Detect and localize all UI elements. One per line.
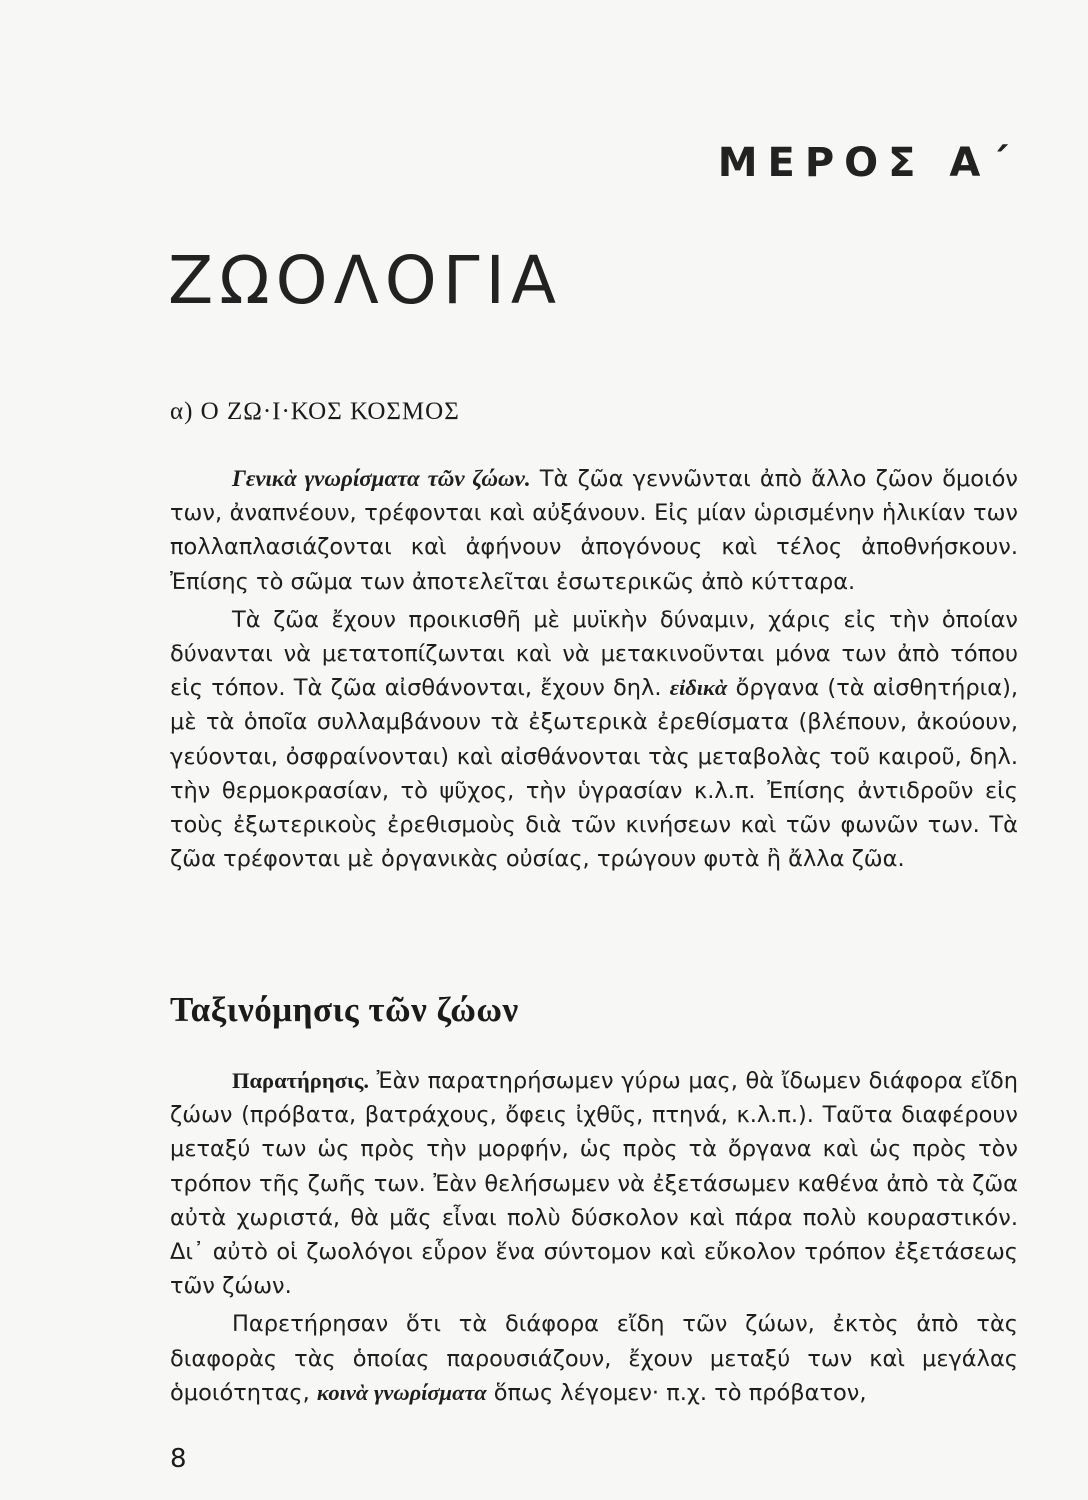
- section-general-characteristics: [170, 462, 1018, 876]
- paragraph-text: Τὰ ζῶα γεννῶνται ἀπὸ ἄλλο ζῶον ὅμοιόν των, ἀναπνέουν, τρέφονται καὶ αὐξάνουν. Εἰς μίαν ὡρισμένην ἡλικίαν των πολλαπλασιάζονται καὶ ἀφήνουν ἀπογόνους καὶ τέλος ἀποθνήσκουν. Ἐπίσης τὸ σῶμα των ἀποτελεῖται ἐσωτερικῶς ἀπὸ κύτταρα.: [170, 466, 1018, 595]
- paragraph: [170, 462, 1018, 599]
- subsection-title: Ταξινόμησις τῶν ζώων: [170, 990, 519, 1029]
- paragraph: [170, 1307, 1018, 1410]
- paragraph-text: ὅπως λέγομεν· π.χ. τὸ πρόβατον,: [486, 1379, 867, 1406]
- part-label: ΜΕΡΟΣ Α΄: [717, 140, 1018, 186]
- paragraph: [170, 603, 1018, 877]
- page-number: 8: [170, 1444, 187, 1474]
- section-heading: α) Ο ΖΩ·Ι·ΚΟΣ ΚΟΣΜΟΣ: [170, 398, 460, 425]
- page-title: ΖΩΟΛΟΓΙΑ: [168, 242, 563, 319]
- section-classification: [170, 1064, 1018, 1410]
- paragraph-text: Τὰ ζῶα ἔχουν προικισθῆ μὲ μυϊκὴν δύναμιν, χάρις εἰς τὴν ὁποίαν δύνανται νὰ μετατοπίζωνται καὶ νὰ μετακινοῦνται μόνα των ἀπὸ τόπου εἰς τόπον. Τὰ ζῶα αἰσθάνονται, ἔχουν δηλ.: [170, 606, 1018, 702]
- emphasis-text: εἰδικὰ: [669, 675, 728, 701]
- paragraph: [170, 1064, 1018, 1303]
- paragraph-lead: Παρατήρησις.: [232, 1068, 369, 1093]
- paragraph-text: Ἐὰν παρατηρήσωμεν γύρω μας, θὰ ἴδωμεν διάφορα εἴδη ζώων (πρόβατα, βατράχους, ὄφεις ἰχθῦς, πτηνά, κ.λ.π.). Ταῦτα διαφέρουν μεταξύ των ὡς πρὸς τὴν μορφήν, ὡς πρὸς τὰ ὄργανα καὶ ὡς πρὸς τὸν τρόπον τῆς ζωῆς των. Ἐὰν θελήσωμεν νὰ ἐξετάσωμεν καθένα ἀπὸ τὰ ζῶα αὐτὰ χωριστά, θὰ μᾶς εἶναι πολὺ δύσκολον καὶ πάρα πολὺ κουραστικόν. Δι᾽ αὐτὸ οἱ ζωολόγοι εὗρον ἕνα σύντομον καὶ εὔκολον τρόπον ἐξετάσεως τῶν ζώων.: [170, 1068, 1018, 1300]
- emphasis-text: κοινὰ γνωρίσματα: [316, 1379, 487, 1405]
- paragraph-lead: Γενικὰ γνωρίσματα τῶν ζώων.: [232, 466, 531, 491]
- paragraph-text: ὄργανα (τὰ αἰσθητήρια), μὲ τὰ ὁποῖα συλλαμβάνουν τὰ ἐξωτερικὰ ἐρεθίσματα (βλέπουν, ἀκούουν, γεύονται, ὀσφραίνονται) καὶ αἰσθάνονται τὰς μεταβολὰς τοῦ καιροῦ, δηλ. τὴν θερμοκρασίαν, τὸ ψῦχος, τὴν ὑγρασίαν κ.λ.π. Ἐπίσης ἀντιδροῦν εἰς τοὺς ἐξωτερικοὺς ἐρεθισμοὺς διὰ τῶν κινήσεων καὶ τῶν φωνῶν των. Τὰ ζῶα τρέφονται μὲ ὀργανικὰς οὐσίας, τρώγουν φυτὰ ἢ ἄλλα ζῶα.: [170, 675, 1018, 873]
- paragraph-text: Παρετήρησαν ὅτι τὰ διάφορα εἴδη τῶν ζώων, ἐκτὸς ἀπὸ τὰς διαφορὰς τὰς ὁποίας παρουσιάζουν, ἔχουν μεταξύ των καὶ μεγάλας ὁμοιότητας,: [170, 1311, 1018, 1406]
